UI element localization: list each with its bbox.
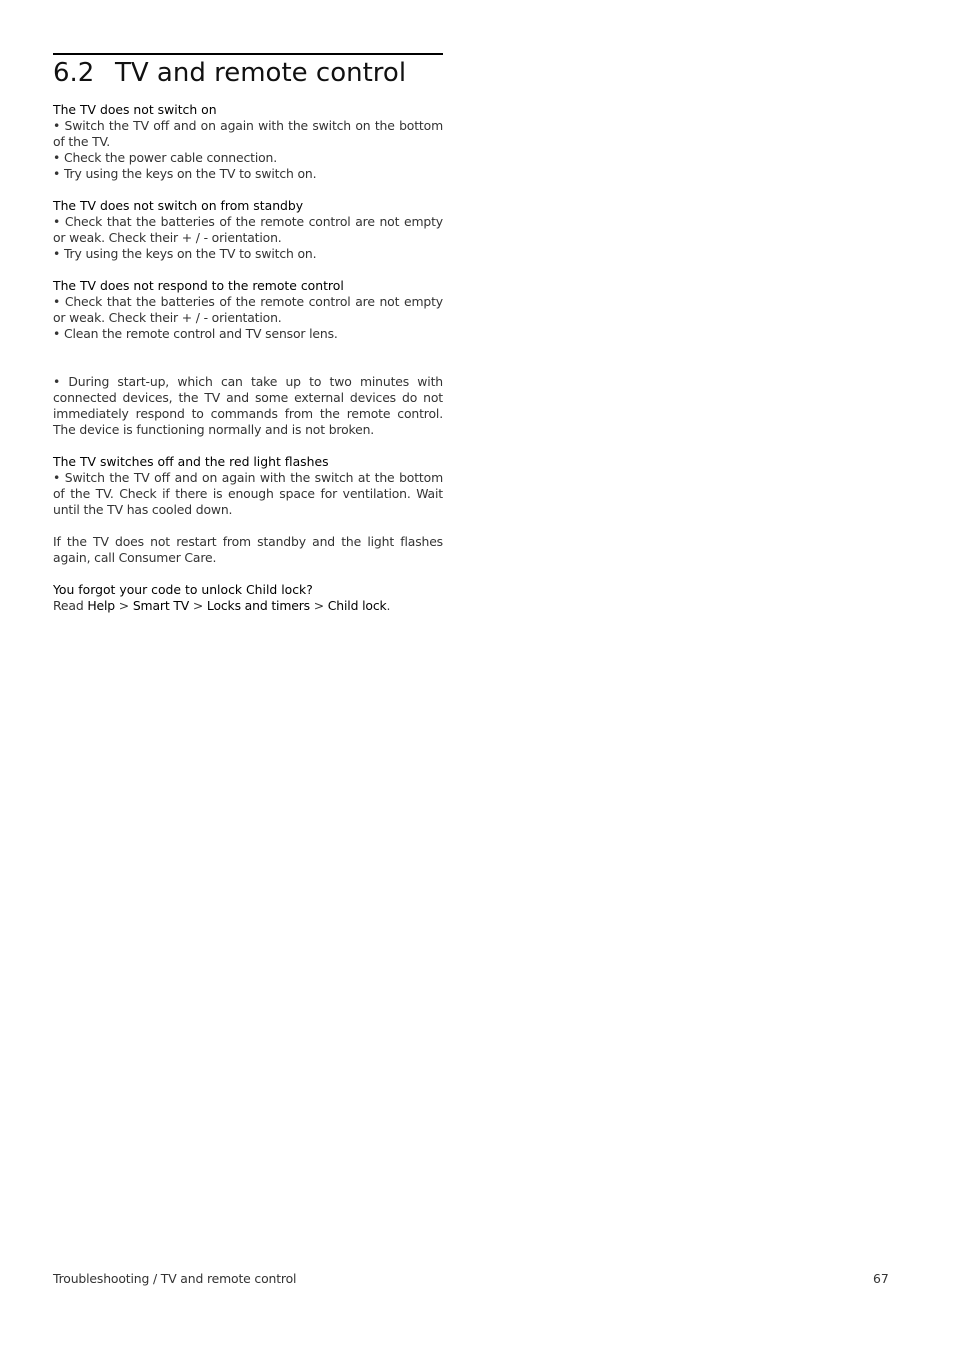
bullet-item: • Check that the batteries of the remote control are not empty or weak. Check their + / - orientation.: [53, 214, 443, 245]
page-title: [53, 57, 443, 89]
bullet-item: • Clean the remote control and TV sensor lens.: [53, 326, 338, 341]
read-reference: [53, 598, 443, 614]
bullet-item: • During start-up, which can take up to two minutes with connected devices, the TV and some external devices do not immediately respond to commands from the remote control. The device is functioning normally and is not broken.: [53, 374, 443, 437]
bullet-item: • Switch the TV off and on again with the switch at the bottom of the TV. Check if there is enough space for ventilation. Wait until the TV has cooled down.: [53, 470, 443, 517]
bullet-item: • Try using the keys on the TV to switch on.: [53, 166, 317, 181]
section-heading: You forgot your code to unlock Child lock?: [53, 582, 313, 597]
section-startup-note: [53, 374, 443, 438]
bullet-item: • Try using the keys on the TV to switch on.: [53, 246, 317, 261]
section-consumer-care: [53, 534, 443, 566]
read-suffix: .: [386, 598, 391, 613]
section-heading: The TV does not respond to the remote control: [53, 278, 344, 293]
path-separator: >: [313, 598, 324, 613]
link-help[interactable]: Help: [87, 598, 115, 613]
bullet-item: • Check the power cable connection.: [53, 150, 278, 165]
path-separator: >: [192, 598, 204, 613]
section-red-light: [53, 454, 443, 518]
link-child-lock[interactable]: Child lock: [327, 598, 387, 613]
bullet-item: • Check that the batteries of the remote control are not empty or weak. Check their + / - orientation.: [53, 294, 443, 325]
section-number: 6.2: [53, 58, 95, 88]
title-rule: [53, 53, 443, 55]
read-prefix: Read: [53, 598, 84, 613]
link-smart-tv[interactable]: Smart TV: [132, 598, 190, 613]
bullet-item: • Switch the TV off and on again with the switch on the bottom of the TV.: [53, 118, 443, 149]
section-standby: [53, 198, 443, 262]
section-title: TV and remote control: [115, 58, 407, 88]
section-no-power: [53, 102, 443, 182]
page-number: 67: [873, 1271, 889, 1286]
footer-breadcrumb: Troubleshooting / TV and remote control: [53, 1271, 297, 1286]
path-separator: >: [118, 598, 130, 613]
section-child-lock: [53, 582, 443, 614]
section-heading: The TV switches off and the red light flashes: [53, 454, 329, 469]
section-heading: The TV does not switch on: [53, 102, 217, 117]
section-remote-no-response: [53, 278, 443, 342]
link-locks-and-timers[interactable]: Locks and timers: [206, 598, 310, 613]
content-column: [53, 53, 443, 614]
paragraph: If the TV does not restart from standby and the light flashes again, call Consumer Care.: [53, 534, 443, 565]
section-heading: The TV does not switch on from standby: [53, 198, 304, 213]
